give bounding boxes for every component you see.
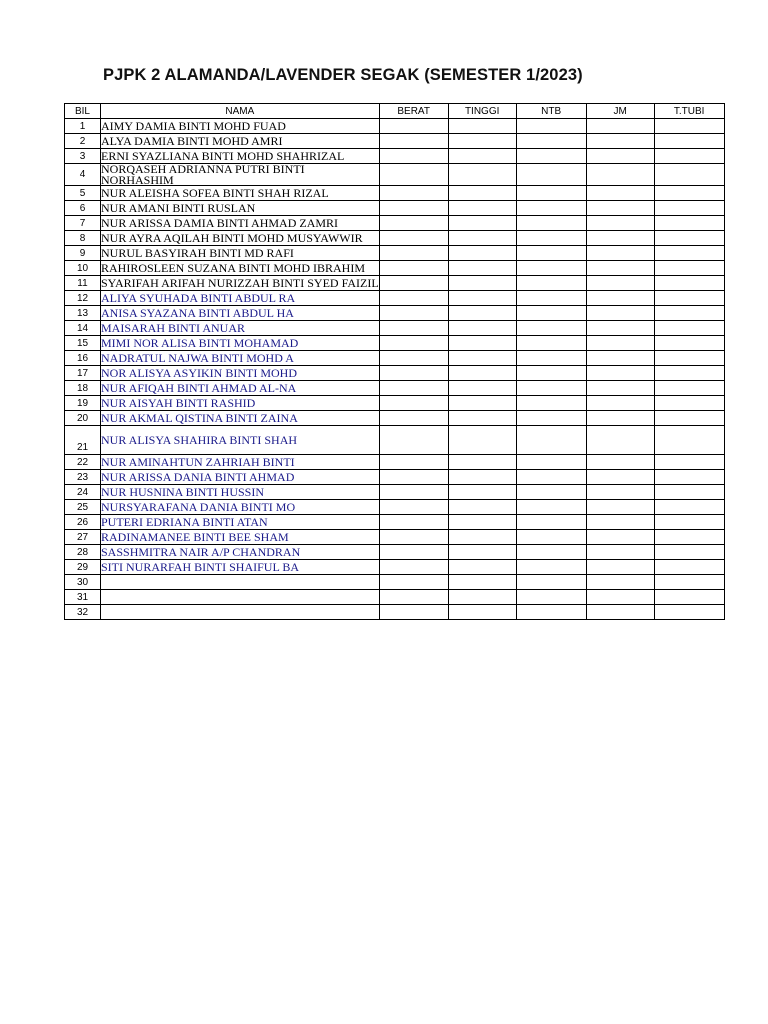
cell-jm [586,605,654,620]
table-row [65,366,725,381]
cell-jm [586,216,654,231]
row-number: 28 [65,545,101,560]
cell-ntb [516,426,586,455]
cell-jm [586,485,654,500]
cell-ntb [516,396,586,411]
cell-berat [379,149,448,164]
student-name: NUR ALISYA SHAHIRA BINTI SHAH [101,426,380,455]
cell-ntb [516,455,586,470]
student-name: ALYA DAMIA BINTI MOHD AMRI [101,134,380,149]
cell-berat [379,231,448,246]
row-number: 9 [65,246,101,261]
cell-tinggi [448,411,516,426]
row-number: 21 [65,426,101,455]
cell-tinggi [448,545,516,560]
cell-tinggi [448,336,516,351]
cell-t-tubi [654,119,724,134]
table-row [65,119,725,134]
cell-tinggi [448,351,516,366]
cell-berat [379,306,448,321]
cell-berat [379,426,448,455]
row-number: 17 [65,366,101,381]
row-number: 22 [65,455,101,470]
student-name: NUR AYRA AQILAH BINTI MOHD MUSYAWWIR [101,231,380,246]
student-name: PUTERI EDRIANA BINTI ATAN [101,515,380,530]
cell-berat [379,164,448,186]
cell-t-tubi [654,575,724,590]
row-number: 5 [65,186,101,201]
student-name: RADINAMANEE BINTI BEE SHAM [101,530,380,545]
table-row [65,321,725,336]
cell-t-tubi [654,246,724,261]
cell-berat [379,186,448,201]
cell-jm [586,545,654,560]
table-row [65,560,725,575]
row-number: 6 [65,201,101,216]
cell-ntb [516,470,586,485]
cell-berat [379,590,448,605]
row-number: 15 [65,336,101,351]
col-header-nama: NAMA [101,104,380,119]
table-row [65,470,725,485]
cell-t-tubi [654,261,724,276]
cell-berat [379,560,448,575]
page-title: PJPK 2 ALAMANDA/LAVENDER SEGAK (SEMESTER 1/2023) [103,66,583,84]
cell-t-tubi [654,545,724,560]
cell-tinggi [448,500,516,515]
student-name: ANISA SYAZANA BINTI ABDUL HA [101,306,380,321]
student-name: SITI NURARFAH BINTI SHAIFUL BA [101,560,380,575]
cell-berat [379,246,448,261]
cell-tinggi [448,396,516,411]
cell-ntb [516,201,586,216]
cell-jm [586,119,654,134]
table-row [65,261,725,276]
table-row [65,291,725,306]
cell-t-tubi [654,560,724,575]
cell-jm [586,351,654,366]
cell-berat [379,201,448,216]
cell-ntb [516,134,586,149]
cell-jm [586,276,654,291]
cell-jm [586,366,654,381]
row-number: 27 [65,530,101,545]
table-row [65,201,725,216]
row-number: 14 [65,321,101,336]
row-number: 19 [65,396,101,411]
cell-berat [379,515,448,530]
cell-tinggi [448,119,516,134]
cell-jm [586,261,654,276]
cell-jm [586,291,654,306]
cell-ntb [516,485,586,500]
cell-tinggi [448,485,516,500]
row-number: 18 [65,381,101,396]
col-header-t-tubi: T.TUBI [654,104,724,119]
row-number: 7 [65,216,101,231]
cell-jm [586,560,654,575]
table-row [65,575,725,590]
cell-ntb [516,381,586,396]
cell-t-tubi [654,231,724,246]
cell-ntb [516,149,586,164]
cell-t-tubi [654,411,724,426]
cell-berat [379,455,448,470]
cell-berat [379,530,448,545]
table-row [65,396,725,411]
row-number: 32 [65,605,101,620]
table-row [65,455,725,470]
student-name: NURSYARAFANA DANIA BINTI MO [101,500,380,515]
row-number: 26 [65,515,101,530]
cell-ntb [516,411,586,426]
table-row [65,246,725,261]
cell-berat [379,500,448,515]
cell-jm [586,396,654,411]
row-number: 10 [65,261,101,276]
cell-t-tubi [654,396,724,411]
cell-jm [586,500,654,515]
table-row [65,231,725,246]
cell-berat [379,336,448,351]
table-row [65,411,725,426]
cell-jm [586,515,654,530]
cell-jm [586,321,654,336]
cell-t-tubi [654,164,724,186]
table-row [65,590,725,605]
cell-t-tubi [654,500,724,515]
cell-t-tubi [654,351,724,366]
cell-jm [586,246,654,261]
student-name: RAHIROSLEEN SUZANA BINTI MOHD IBRAHIM [101,261,380,276]
table-row [65,381,725,396]
cell-tinggi [448,381,516,396]
student-name: NUR ARISSA DANIA BINTI AHMAD [101,470,380,485]
cell-tinggi [448,246,516,261]
cell-berat [379,366,448,381]
student-name: NURUL BASYIRAH BINTI MD RAFI [101,246,380,261]
student-name: ERNI SYAZLIANA BINTI MOHD SHAHRIZAL [101,149,380,164]
col-header-jm: JM [586,104,654,119]
roster-body [65,119,725,620]
student-name: MAISARAH BINTI ANUAR [101,321,380,336]
cell-berat [379,134,448,149]
row-number: 13 [65,306,101,321]
student-name: NUR ALEISHA SOFEA BINTI SHAH RIZAL [101,186,380,201]
cell-t-tubi [654,321,724,336]
table-row [65,149,725,164]
table-row [65,530,725,545]
cell-tinggi [448,455,516,470]
cell-berat [379,411,448,426]
cell-berat [379,216,448,231]
cell-jm [586,164,654,186]
cell-ntb [516,186,586,201]
cell-jm [586,411,654,426]
cell-ntb [516,530,586,545]
cell-tinggi [448,164,516,186]
cell-t-tubi [654,530,724,545]
cell-jm [586,590,654,605]
row-number: 25 [65,500,101,515]
cell-tinggi [448,291,516,306]
cell-t-tubi [654,485,724,500]
cell-berat [379,321,448,336]
cell-ntb [516,276,586,291]
table-row [65,164,725,186]
cell-tinggi [448,366,516,381]
col-header-ntb: NTB [516,104,586,119]
student-name: SYARIFAH ARIFAH NURIZZAH BINTI SYED FAIZIL [101,276,379,290]
student-name [101,575,380,590]
row-number: 29 [65,560,101,575]
student-name: NUR AMANI BINTI RUSLAN [101,201,380,216]
cell-ntb [516,336,586,351]
cell-berat [379,351,448,366]
cell-ntb [516,261,586,276]
cell-berat [379,291,448,306]
student-name: NUR AFIQAH BINTI AHMAD AL-NA [101,381,380,396]
student-name: NADRATUL NAJWA BINTI MOHD A [101,351,380,366]
cell-jm [586,231,654,246]
student-name: NUR HUSNINA BINTI HUSSIN [101,485,380,500]
cell-tinggi [448,470,516,485]
col-header-berat: BERAT [379,104,448,119]
header-row [65,104,725,119]
row-number: 2 [65,134,101,149]
cell-t-tubi [654,590,724,605]
cell-t-tubi [654,605,724,620]
row-number: 16 [65,351,101,366]
cell-berat [379,575,448,590]
cell-jm [586,186,654,201]
cell-ntb [516,321,586,336]
cell-jm [586,201,654,216]
cell-tinggi [448,605,516,620]
student-name: ALIYA SYUHADA BINTI ABDUL RA [101,291,380,306]
cell-tinggi [448,276,516,291]
cell-tinggi [448,134,516,149]
cell-t-tubi [654,306,724,321]
col-header-bil: BIL [65,104,101,119]
cell-t-tubi [654,470,724,485]
cell-tinggi [448,261,516,276]
student-name: NUR ARISSA DAMIA BINTI AHMAD ZAMRI [101,216,380,231]
cell-tinggi [448,149,516,164]
table-row [65,351,725,366]
cell-ntb [516,231,586,246]
cell-jm [586,470,654,485]
row-number: 4 [65,164,101,186]
cell-ntb [516,366,586,381]
cell-berat [379,605,448,620]
student-roster-table [64,103,725,620]
cell-t-tubi [654,366,724,381]
cell-t-tubi [654,186,724,201]
student-name: NUR AKMAL QISTINA BINTI ZAINA [101,411,380,426]
cell-ntb [516,351,586,366]
cell-jm [586,381,654,396]
row-number: 20 [65,411,101,426]
cell-t-tubi [654,426,724,455]
cell-jm [586,575,654,590]
row-number: 23 [65,470,101,485]
cell-t-tubi [654,134,724,149]
student-name: NUR AISYAH BINTI RASHID [101,396,380,411]
cell-berat [379,470,448,485]
cell-t-tubi [654,515,724,530]
student-name: NUR AMINAHTUN ZAHRIAH BINTI [101,455,380,470]
cell-jm [586,336,654,351]
table-row [65,500,725,515]
cell-t-tubi [654,149,724,164]
cell-tinggi [448,530,516,545]
student-name: NOR ALISYA ASYIKIN BINTI MOHD [101,366,380,381]
table-row [65,485,725,500]
student-name: AIMY DAMIA BINTI MOHD FUAD [101,119,380,134]
cell-tinggi [448,186,516,201]
row-number: 1 [65,119,101,134]
cell-t-tubi [654,336,724,351]
col-header-tinggi: TINGGI [448,104,516,119]
cell-t-tubi [654,216,724,231]
cell-ntb [516,545,586,560]
cell-jm [586,426,654,455]
table-row [65,336,725,351]
row-number: 8 [65,231,101,246]
cell-berat [379,485,448,500]
cell-berat [379,119,448,134]
cell-t-tubi [654,381,724,396]
cell-ntb [516,515,586,530]
cell-tinggi [448,426,516,455]
student-name: SASSHMITRA NAIR A/P CHANDRAN [101,545,380,560]
cell-jm [586,306,654,321]
student-name [101,590,380,605]
cell-ntb [516,164,586,186]
row-number: 3 [65,149,101,164]
cell-ntb [516,216,586,231]
cell-ntb [516,560,586,575]
cell-berat [379,381,448,396]
cell-ntb [516,119,586,134]
row-number: 30 [65,575,101,590]
cell-tinggi [448,560,516,575]
table-row [65,545,725,560]
cell-tinggi [448,321,516,336]
table-row [65,426,725,455]
cell-ntb [516,291,586,306]
row-number: 31 [65,590,101,605]
cell-tinggi [448,201,516,216]
cell-jm [586,530,654,545]
cell-t-tubi [654,291,724,306]
cell-tinggi [448,575,516,590]
table-row [65,216,725,231]
table-row [65,306,725,321]
cell-tinggi [448,231,516,246]
cell-berat [379,261,448,276]
cell-tinggi [448,216,516,231]
row-number: 24 [65,485,101,500]
cell-berat [379,396,448,411]
cell-ntb [516,500,586,515]
cell-berat [379,545,448,560]
cell-jm [586,134,654,149]
table-row [65,605,725,620]
cell-ntb [516,590,586,605]
row-number: 12 [65,291,101,306]
cell-ntb [516,306,586,321]
student-name: MIMI NOR ALISA BINTI MOHAMAD [101,336,380,351]
table-row [65,186,725,201]
cell-t-tubi [654,455,724,470]
cell-berat [379,276,448,291]
cell-ntb [516,246,586,261]
cell-t-tubi [654,276,724,291]
student-name [101,605,380,620]
cell-ntb [516,605,586,620]
table-row [65,134,725,149]
cell-t-tubi [654,201,724,216]
student-name: NORQASEH ADRIANNA PUTRI BINTI NORHASHIM [101,164,380,186]
cell-ntb [516,575,586,590]
table-row [65,276,725,291]
cell-jm [586,455,654,470]
cell-tinggi [448,590,516,605]
cell-tinggi [448,515,516,530]
row-number: 11 [65,276,101,291]
cell-jm [586,149,654,164]
cell-tinggi [448,306,516,321]
table-row [65,515,725,530]
